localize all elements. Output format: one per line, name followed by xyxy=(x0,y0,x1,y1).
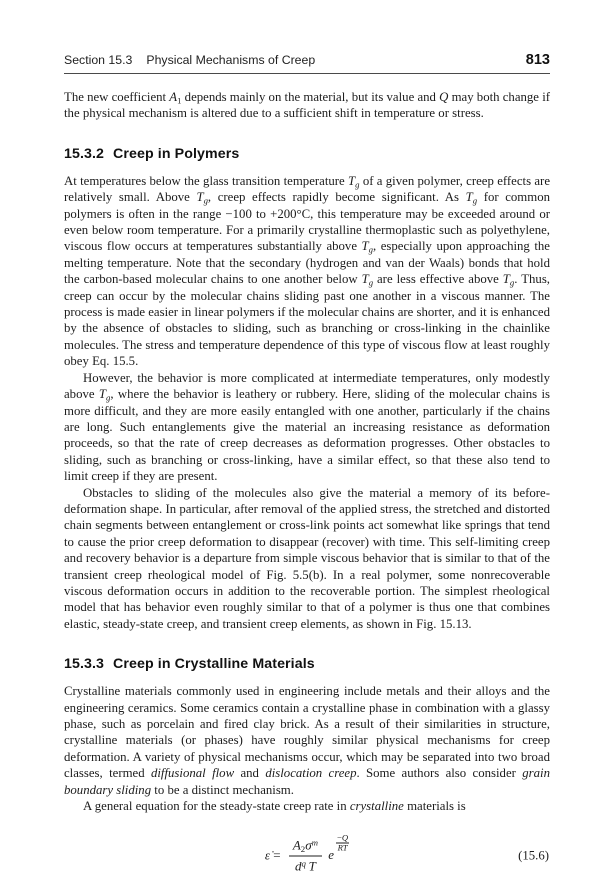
paragraph: However, the behavior is more complicated at intermediate temperatures, only modestly above $T_g$, where the behavior is leathery or rubbery. Here, sliding of the molecular chains is more difficult, and they are more easily entangled with one another, particularly if the chains are long. Such entanglements give the material an increasing resistance as deformation proceeds, so that the rate of creep decreases as deformation progresses. Other obstacles to sliding, such as branching or cross-linking, have a similar effect, so that these also tend to limit creep if they are present. xyxy=(64,370,550,484)
equation-exponent-numerator: −Q xyxy=(337,832,349,843)
equation-exponent-denominator: RT xyxy=(337,842,348,853)
section-title: Creep in Polymers xyxy=(113,145,240,162)
paragraph: Obstacles to sliding of the molecules also give the material a memory of its before-deformation shape. In particular, after removal of the applied stress, the stretched and distorted chain segments between entanglement or cross-link points act somewhat like springs that tend to cause the prior creep deformation to disappear (recover) with time. This self-limiting creep and recovery behavior is a departure from simple viscous behavior that is similar to that of the transient creep rheological model of Fig. 5.5(b). In a real polymer, some nonrecoverable viscous deformation occurs in addition to the recoverable portion. The simplest rheological model that has behavior even roughly similar to that of a polymer is thus one that combines elastic, steady-state creep, and transient creep elements, as shown in Fig. 15.13. xyxy=(64,485,550,631)
equation-numerator: $A_2\sigma^m$ xyxy=(289,838,322,857)
section-label: Section 15.3 xyxy=(64,53,133,67)
equation-number: (15.6) xyxy=(518,848,549,863)
section-number: 15.3.3 xyxy=(64,656,105,673)
equation-denominator: $d^q$ T xyxy=(295,858,316,874)
section-title: Creep in Crystalline Materials xyxy=(113,656,315,673)
page-number: 813 xyxy=(525,52,550,68)
section-heading-15-3-3 xyxy=(64,656,550,672)
equation-exponential-base: e xyxy=(328,847,335,863)
equation-lhs: ε̇ = xyxy=(264,847,281,863)
equation-exponent-fraction xyxy=(336,833,349,852)
equation-15-6 xyxy=(64,830,550,882)
running-header xyxy=(64,52,550,74)
equation-content xyxy=(64,832,550,875)
section-heading-15-3-2 xyxy=(64,146,550,162)
paragraph: Crystalline materials commonly used in engineering include metals and their alloys and the engineering ceramics. Some ceramics contain a crystalline phase in combination with a glassy phase, such as porcelain and fired clay brick. As a result of their similarities in structure, crystalline materials (or phases) have roughly similar physical mechanisms for creep deformation. A variety of physical mechanisms occur, which may be separated into two broad classes, termed diffusional flow and dislocation creep. Some authors also consider grain boundary sliding to be a distinct mechanism. xyxy=(64,684,550,797)
paragraph-intro: The new coefficient $A_1$ depends mainly on the material, but its value and Q may both change if the physical mechanism is altered due to a sufficient shift in temperature or stress. xyxy=(64,90,551,121)
running-header-title xyxy=(64,53,315,67)
page-body xyxy=(64,89,550,882)
paragraph: A general equation for the steady-state creep rate in crystalline materials is xyxy=(83,799,466,814)
paragraph: At temperatures below the glass transition temperature $T_g$ of a given polymer, creep effects are relatively small. Above $T_g$, creep effects rapidly become significant. As $T_g$ for common polymers is often in the range −100 to +200°C, this temperature may be exceeded around or even below room temperature. For a primarily crystalline thermoplastic such as polyethylene, viscous flow occurs at temperatures substantially above $T_g$, especially upon approaching the melting temperature. Note that the secondary (hydrogen and van der Waals) bonds that hold the carbon-based molecular chains to one another below $T_g$ are less effective above $T_g$. Thus, creep can occur by the molecular chains sliding past one another in a viscous manner. The process is made easier in linear polymers if the molecular chains are shorter, and it is enhanced by the absence of obstacles to sliding, such as branching or cross-linking in the chainlike molecules. The stress and temperature dependence of this type of viscous flow at least roughly obey Eq. 15.5. xyxy=(64,173,550,369)
section-number: 15.3.2 xyxy=(64,145,105,162)
chapter-title: Physical Mechanisms of Creep xyxy=(146,53,316,67)
equation-fraction xyxy=(289,838,322,875)
